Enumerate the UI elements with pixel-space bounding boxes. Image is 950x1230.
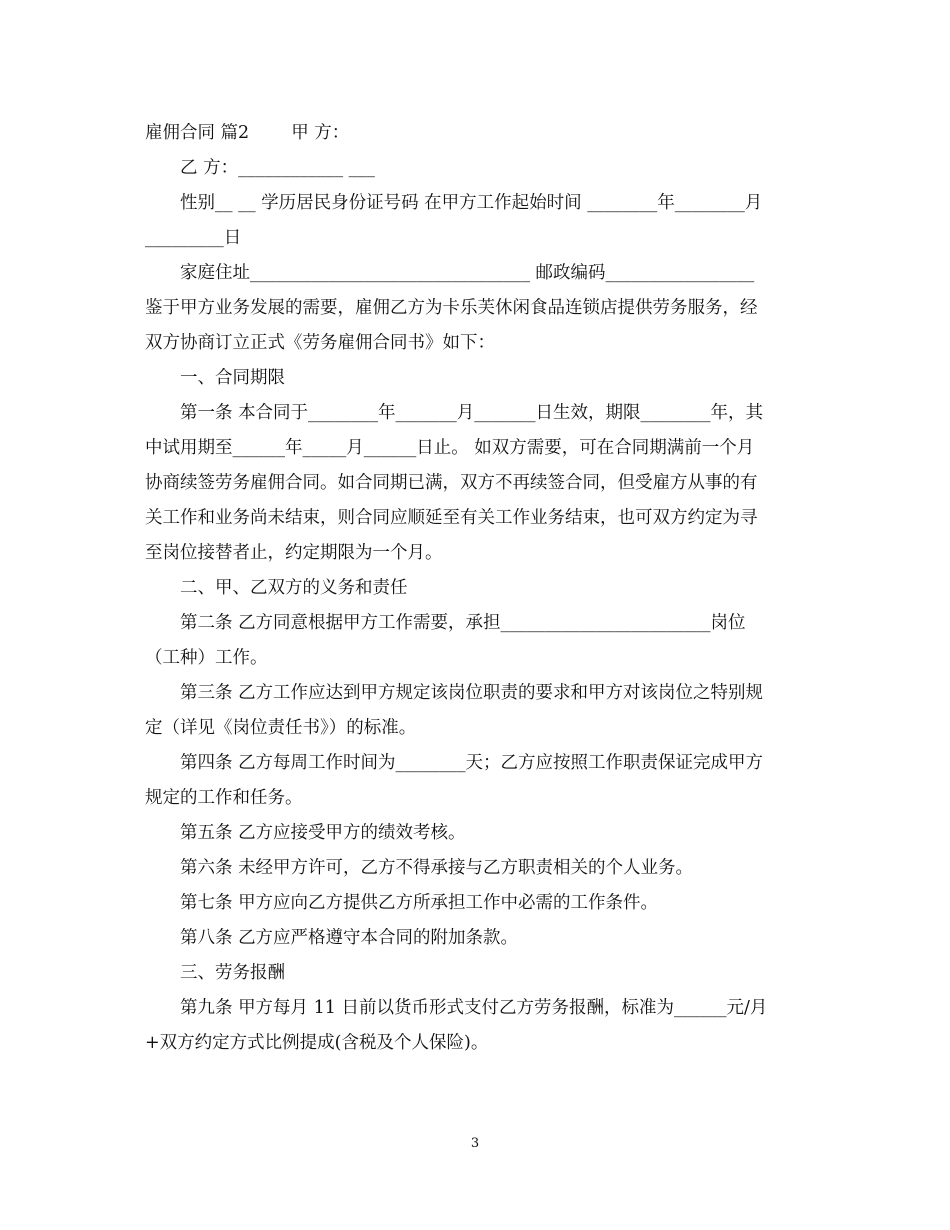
doc-line: 中试用期至______年_____月______日止。 如双方需要，可在合同期满前一个月 (145, 438, 755, 458)
doc-line: 至岗位接替者止，约定期限为一个月。 (145, 543, 443, 563)
doc-line: 第三条 乙方工作应达到甲方规定该岗位职责的要求和甲方对该岗位之特别规 (180, 683, 764, 703)
doc-line: 第九条 甲方每月 11 日前以货币形式支付乙方劳务报酬，标准为______元/月 (180, 998, 768, 1018)
section-heading: 二、甲、乙双方的义务和责任 (180, 578, 408, 598)
doc-line: +双方约定方式比例提成(含税及个人保险)。 (145, 1033, 489, 1053)
doc-line: 鉴于甲方业务发展的需要，雇佣乙方为卡乐芙休闲食品连锁店提供劳务服务，经 (145, 298, 758, 318)
doc-line: 第八条 乙方应严格遵守本合同的附加条款。 (180, 928, 519, 948)
section-title: 雇佣合同 篇2 (145, 123, 250, 143)
party-a-label: 甲 方： (291, 123, 350, 143)
doc-line: 第四条 乙方每周工作时间为________天；乙方应按照工作职责保证完成甲方 (180, 753, 764, 773)
section-heading: 三、劳务报酬 (180, 963, 285, 983)
doc-line: 第五条 乙方应接受甲方的绩效考核。 (180, 823, 466, 843)
doc-line-title (145, 116, 805, 151)
doc-line: 双方协商订立正式《劳务雇佣合同书》如下： (145, 333, 495, 353)
doc-line: 性别__ __ 学历居民身份证号码 在甲方工作起始时间 ________年________月 (180, 193, 763, 213)
document-body (145, 116, 805, 1061)
section-heading: 一、合同期限 (180, 368, 285, 388)
doc-line: 关工作和业务尚未结束，则合同应顺延至有关工作业务结束，也可双方约定为寻 (145, 508, 758, 528)
doc-line: 家庭住址________________________________ 邮政编码_________________ (180, 263, 755, 283)
doc-line: 第六条 未经甲方许可，乙方不得承接与乙方职责相关的个人业务。 (180, 858, 694, 878)
page-number: 3 (470, 1136, 480, 1151)
doc-line: （工种）工作。 (145, 648, 268, 668)
doc-line: 第二条 乙方同意根据甲方工作需要，承担________________________岗位 (180, 613, 746, 633)
doc-line: 第七条 甲方应向乙方提供乙方所承担工作中必需的工作条件。 (180, 893, 659, 913)
doc-line: 乙 方：____________ ___ (180, 158, 375, 178)
doc-line: _________日 (145, 228, 242, 248)
doc-line: 第一条 本合同于________年_______月_______日生效，期限________年，其 (180, 403, 764, 423)
doc-line: 规定的工作和任务。 (145, 788, 303, 808)
doc-line: 协商续签劳务雇佣合同。如合同期已满，双方不再续签合同，但受雇方从事的有 (145, 473, 758, 493)
doc-line: 定（详见《岗位责任书》）的标准。 (145, 718, 417, 738)
